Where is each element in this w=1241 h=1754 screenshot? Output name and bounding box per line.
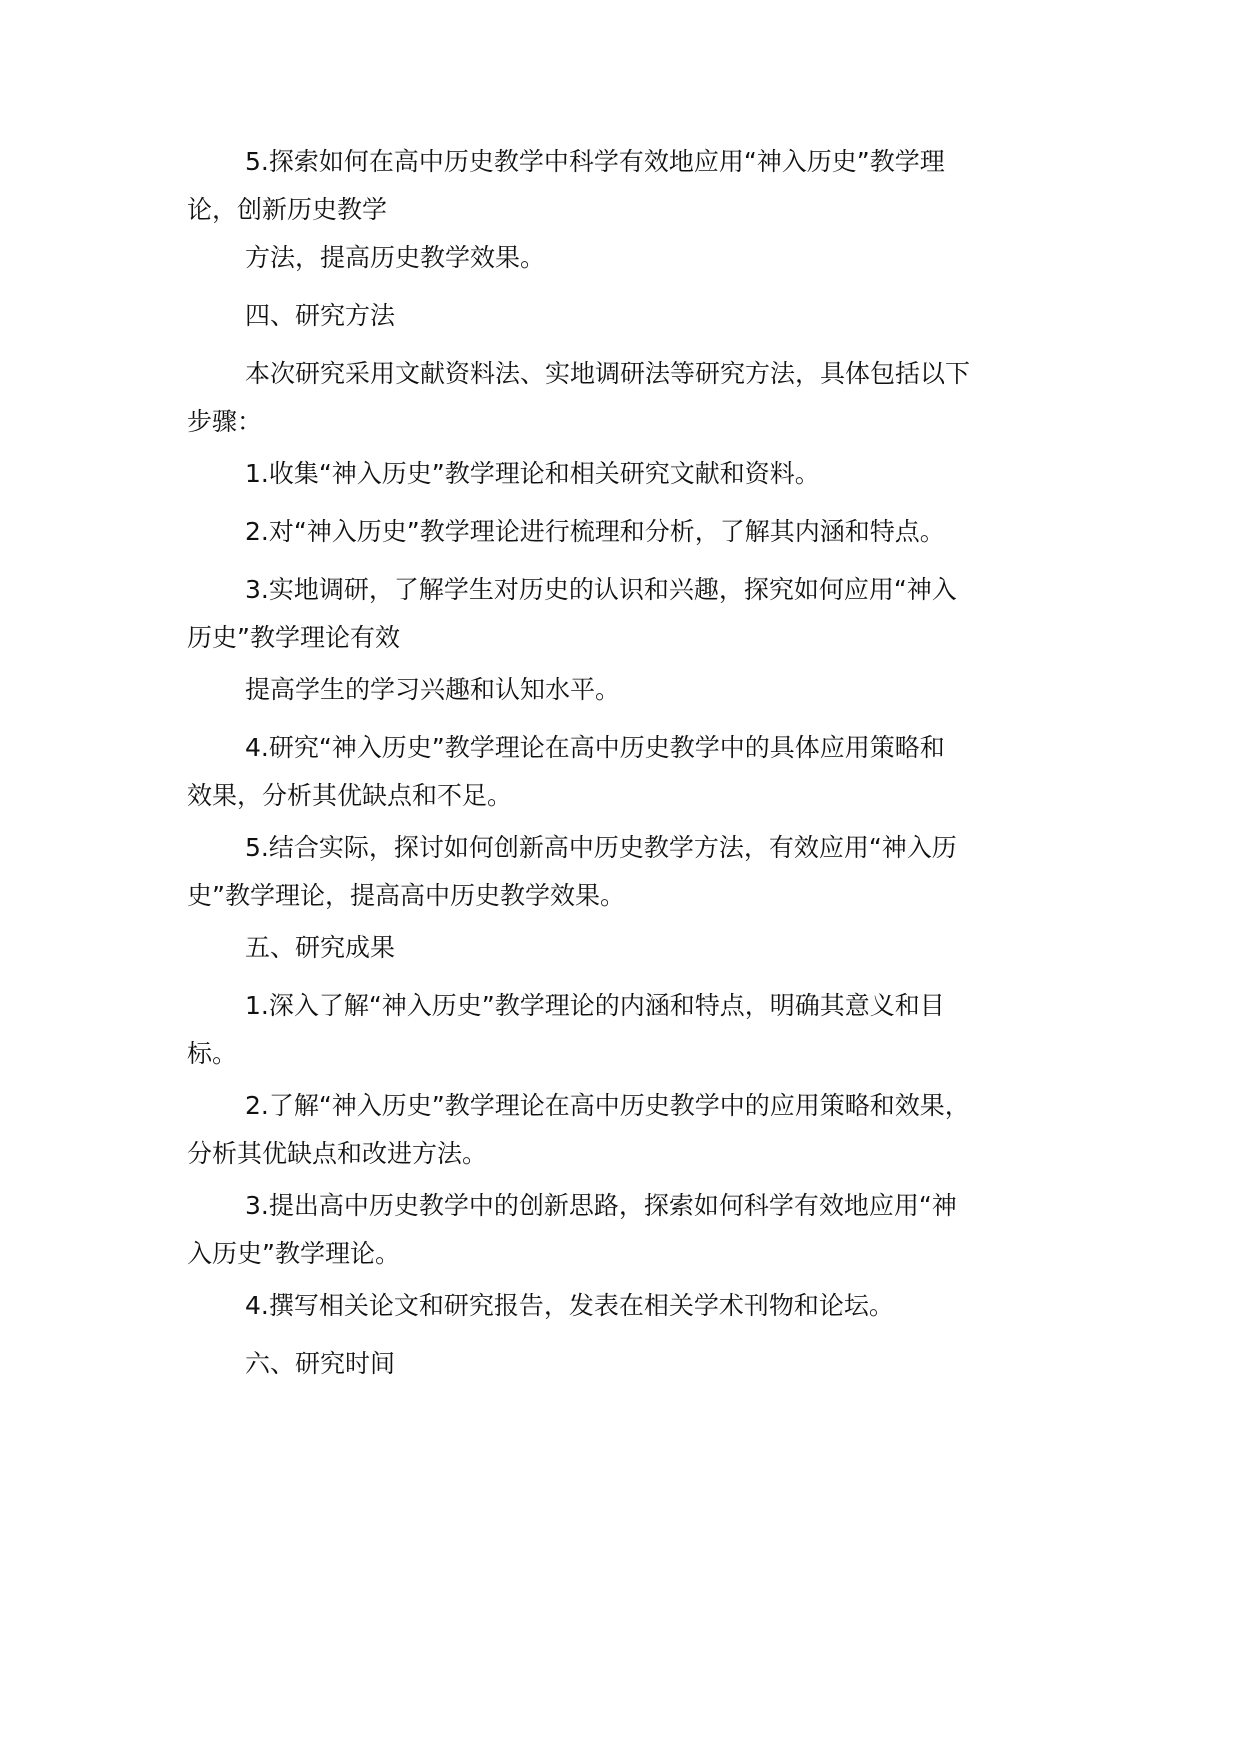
- paragraph-line: 标。: [187, 1039, 238, 1068]
- section-heading-methods: [187, 292, 1087, 340]
- paragraph-line: 史”教学理论，提高高中历史教学效果。: [187, 881, 625, 910]
- paragraph-result-3: [187, 1182, 1087, 1278]
- paragraph-line: 4.研究“神入历史”教学理论在高中历史教学中的具体应用策略和: [245, 733, 945, 762]
- paragraph-method-step-1: [187, 450, 1087, 498]
- paragraph-goal-5-continued: [187, 234, 1087, 282]
- paragraph-line: 1.深入了解“神入历史”教学理论的内涵和特点，明确其意义和目: [245, 991, 945, 1020]
- paragraph-line: 2.对“神入历史”教学理论进行梳理和分析，了解其内涵和特点。: [245, 517, 945, 546]
- section-heading-results: [187, 924, 1087, 972]
- paragraph-result-1: [187, 982, 1087, 1078]
- paragraph-line: 3.实地调研，了解学生对历史的认识和兴趣，探究如何应用“神入: [245, 575, 957, 604]
- paragraph-line: 2.了解“神入历史”教学理论在高中历史教学中的应用策略和效果，: [245, 1091, 970, 1120]
- section-heading: 四、研究方法: [245, 301, 396, 330]
- section-heading: 五、研究成果: [245, 933, 396, 962]
- paragraph-method-step-3-continued: [187, 666, 1087, 714]
- paragraph-line: 效果，分析其优缺点和不足。: [187, 781, 513, 810]
- paragraph-line: 历史”教学理论有效: [187, 623, 400, 652]
- paragraph-line: 方法，提高历史教学效果。: [245, 243, 546, 272]
- paragraph-line: 论，创新历史教学: [187, 195, 388, 224]
- paragraph-line: 入历史”教学理论。: [187, 1239, 400, 1268]
- paragraph-method-step-3: [187, 566, 1087, 662]
- paragraph-goal-5: [187, 138, 1087, 234]
- paragraph-line: 1.收集“神入历史”教学理论和相关研究文献和资料。: [245, 459, 820, 488]
- paragraph-result-4: [187, 1282, 1087, 1330]
- paragraph-line: 5.探索如何在高中历史教学中科学有效地应用“神入历史”教学理: [245, 147, 945, 176]
- paragraph-method-step-4: [187, 724, 1087, 820]
- paragraph-line: 步骤：: [187, 407, 263, 436]
- paragraph-result-2: [187, 1082, 1087, 1178]
- paragraph-line: 3.提出高中历史教学中的创新思路，探索如何科学有效地应用“神: [245, 1191, 957, 1220]
- paragraph-line: 5.结合实际，探讨如何创新高中历史教学方法，有效应用“神入历: [245, 833, 957, 862]
- paragraph-method-step-2: [187, 508, 1087, 556]
- paragraph-line: 分析其优缺点和改进方法。: [187, 1139, 488, 1168]
- section-heading-timeline: [187, 1340, 1087, 1388]
- paragraph-method-step-5: [187, 824, 1087, 920]
- section-heading: 六、研究时间: [245, 1349, 396, 1378]
- paragraph-line: 4.撰写相关论文和研究报告，发表在相关学术刊物和论坛。: [245, 1291, 894, 1320]
- paragraph-line: 本次研究采用文献资料法、实地调研法等研究方法，具体包括以下: [245, 359, 971, 388]
- paragraph-methods-intro: [187, 350, 1087, 446]
- paragraph-line: 提高学生的学习兴趣和认知水平。: [245, 675, 621, 704]
